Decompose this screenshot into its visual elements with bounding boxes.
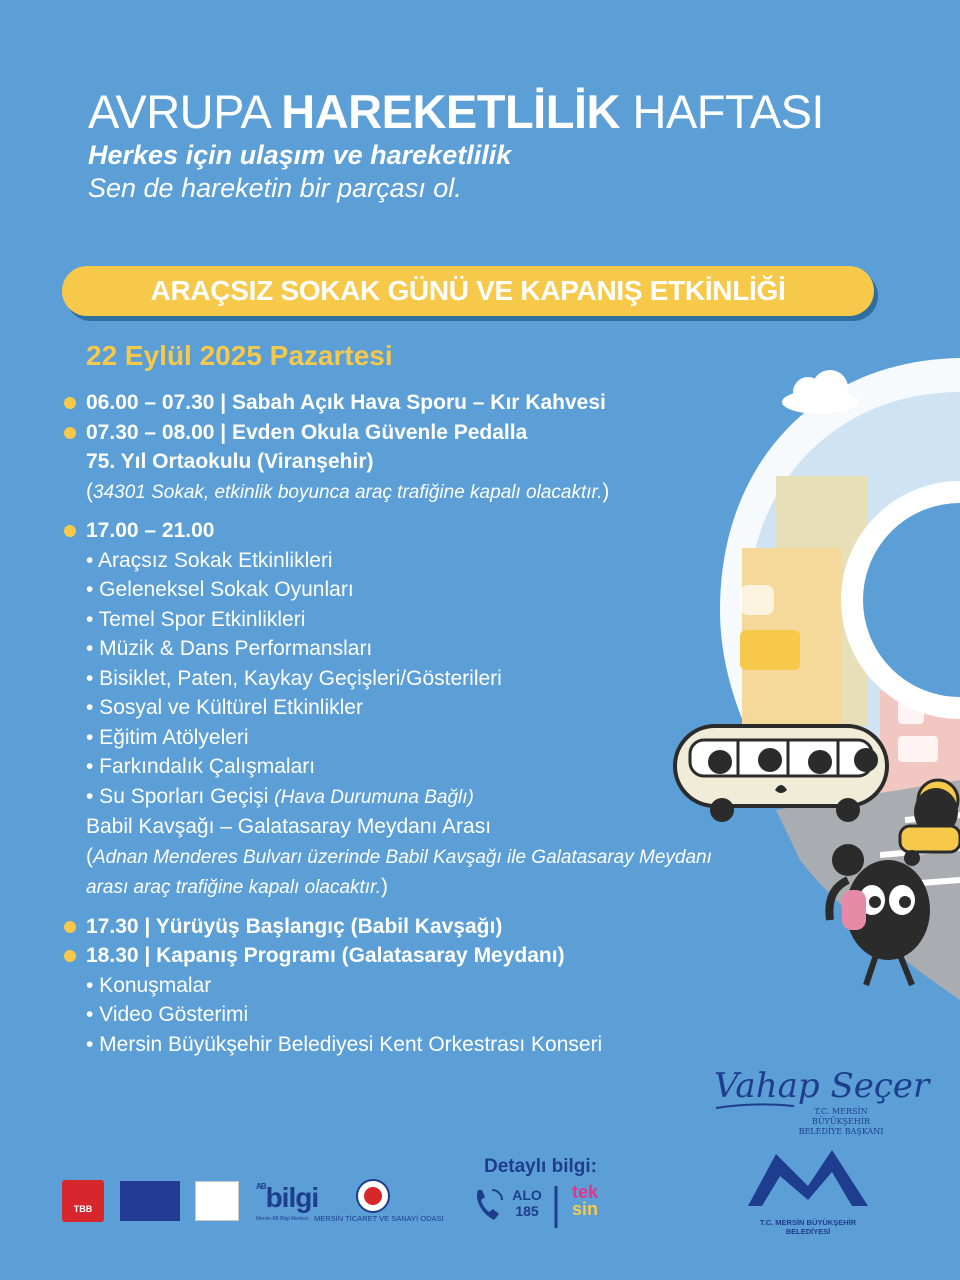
turkey-eu-logo (195, 1181, 239, 1221)
bullet-dot (64, 427, 76, 439)
closing-item: • Konuşmalar (86, 973, 212, 997)
phone-icon (477, 1190, 502, 1220)
program-item: 07.30 – 08.00 | Evden Okula Güvenle Pedalla (62, 418, 762, 448)
page-title: AVRUPA HAREKETLİLİK HAFTASI (88, 85, 824, 138)
mtso-emblem (357, 1180, 389, 1212)
activity-item: • Geleneksel Sokak Oyunları (86, 578, 354, 601)
activity-item: • Su Sporları Geçişi (Hava Durumuna Bağlı) (86, 784, 474, 808)
bullet-dot (64, 950, 76, 962)
contact-label: Detaylı bilgi: (484, 1156, 597, 1177)
eu-flag-logo (120, 1181, 180, 1221)
bullet-dot (64, 921, 76, 933)
mtso-logo-text: MERSİN TİCARET VE SANAYİ ODASI (314, 1214, 444, 1223)
activity-item: • Sosyal ve Kültürel Etkinlikler (86, 696, 363, 719)
activity-item: • Müzik & Dans Performansları (86, 637, 373, 660)
bullet-dot (64, 525, 76, 537)
program-note: arası araç trafiğine kapalı olacaktır.) (86, 875, 388, 898)
bullet-dot (64, 397, 76, 409)
ab-bilgi-logo: $^{AB}$bilgi (256, 1182, 319, 1213)
closing-item: • Video Gösterimi (86, 1003, 249, 1026)
mayor-signature: Vahap Seçer (714, 1066, 930, 1106)
teksin-logo: tek sin (572, 1182, 599, 1219)
municipality-name: T.C. MERSİN BÜYÜKŞEHİR BELEDİYESİ (759, 1218, 857, 1236)
program-note: (Adnan Menderes Bulvarı üzerinde Babil Kavşağı ile Galatasaray Meydanı (86, 844, 712, 868)
program-item: 17.00 – 21.00 (62, 516, 762, 546)
program-item: 18.30 | Kapanış Programı (Galatasaray Meydanı) (62, 941, 762, 971)
scooter-character-illustration (900, 780, 960, 866)
event-banner-label: ARAÇSIZ SOKAK GÜNÜ VE KAPANIŞ ETKİNLİĞİ (150, 275, 786, 306)
tbb-logo: TBB (62, 1180, 104, 1222)
activity-item: • Bisiklet, Paten, Kaykay Geçişleri/Gösterileri (86, 666, 502, 690)
program-item: 06.00 – 07.30 | Sabah Açık Hava Sporu – Kır Kahvesi (62, 388, 762, 418)
tagline-primary: Herkes için ulaşım ve hareketlilik (88, 140, 512, 170)
program-location: Babil Kavşağı – Galatasaray Meydanı Arası (86, 815, 492, 838)
tagline-secondary: Sen de hareketin bir parçası ol. (88, 173, 462, 203)
alo-hotline: ALO 185 (512, 1187, 542, 1219)
program-list (62, 388, 762, 1059)
program-item: 17.30 | Yürüyüş Başlangıç (Babil Kavşağı) (62, 912, 762, 942)
program-note: (34301 Sokak, etkinlik boyunca araç trafiğine kapalı olacaktır.) (86, 479, 610, 503)
cloud-illustration (782, 370, 858, 414)
activity-item: • Araçsız Sokak Etkinlikleri (86, 548, 333, 572)
activity-item: • Farkındalık Çalışmaları (86, 755, 316, 778)
event-date: 22 Eylül 2025 Pazartesi (86, 340, 393, 371)
event-banner (62, 266, 874, 316)
closing-item: • Mersin Büyükşehir Belediyesi Kent Orkestrası Konseri (86, 1032, 603, 1056)
walking-character-illustration (829, 844, 930, 985)
mayor-title: T.C. MERSİN BÜYÜKŞEHİR BELEDİYE BAŞKANI (798, 1107, 884, 1136)
municipality-logo (748, 1150, 868, 1206)
activity-item: • Eğitim Atölyeleri (86, 725, 249, 749)
program-location: 75. Yıl Ortaokulu (Viranşehir) (86, 450, 374, 473)
ab-bilgi-caption: Mersin AB Bilgi Merkezi (256, 1216, 309, 1222)
activity-item: • Temel Spor Etkinlikleri (86, 607, 306, 631)
